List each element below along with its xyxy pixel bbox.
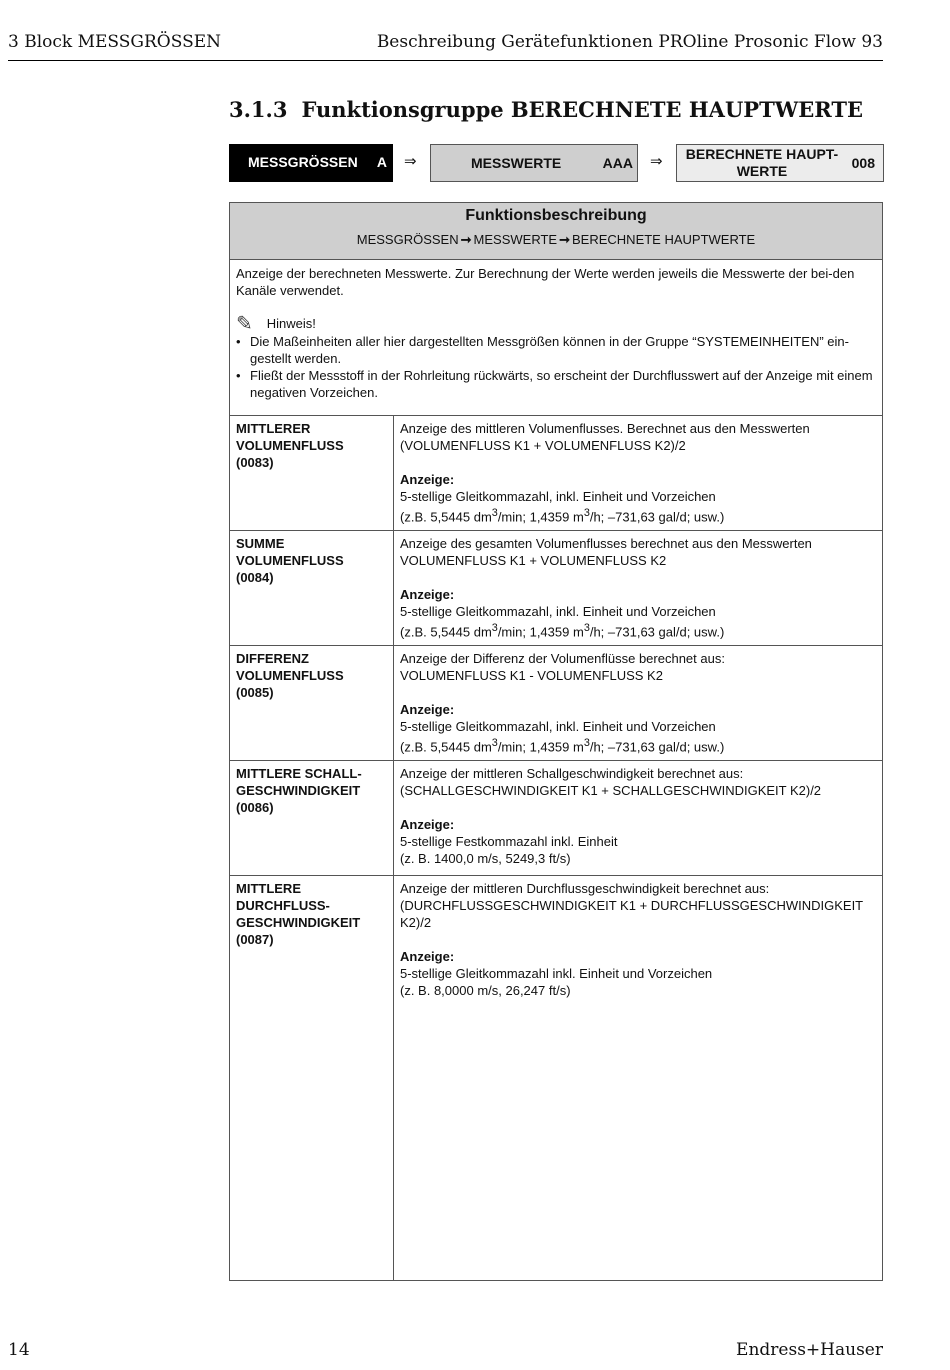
function-details	[394, 416, 882, 530]
function-formula: (SCHALLGESCHWINDIGKEIT K1 + SCHALLGESCHWINDIGKEIT K2)/2	[400, 783, 822, 798]
function-details	[394, 531, 882, 645]
table-row	[230, 416, 882, 531]
function-name: SUMME VOLUMENFLUSS (0084)	[230, 531, 394, 645]
display-example: (z.B. 5,5445 $dm^3/\min$; 1,4359 $m^3/h$; –731,63 gal/d; usw.)	[400, 507, 725, 525]
header-rule	[8, 60, 883, 61]
display-format: 5-stellige Gleitkommazahl, inkl. Einheit und Vorzeichen	[400, 719, 716, 734]
function-name: MITTLERER VOLUMENFLUSS (0083)	[230, 416, 394, 530]
note-heading	[236, 315, 874, 333]
function-formula: VOLUMENFLUSS K1 + VOLUMENFLUSS K2	[400, 553, 667, 568]
display-format: 5-stellige Festkommazahl inkl. Einheit	[400, 834, 618, 849]
menu-path	[230, 232, 882, 248]
table-header	[230, 203, 882, 260]
function-description: Anzeige der mittleren Durchflussgeschwindigkeit berechnet aus:	[400, 881, 770, 896]
nav-box-messwerte	[430, 144, 638, 182]
display-label: Anzeige:	[400, 472, 455, 487]
path-arrow-icon: ➞	[559, 232, 570, 247]
intro-text: Anzeige der berechneten Messwerte. Zur Berechnung der Werte werden jeweils die Messwerte der bei-den Kanäle verwendet.	[236, 266, 855, 298]
table-row	[230, 646, 882, 761]
function-description: Anzeige des gesamten Volumenflusses berechnet aus den Messwerten	[400, 536, 812, 551]
function-formula: (DURCHFLUSSGESCHWINDIGKEIT K1 + DURCHFLUSSGESCHWINDIGKEIT K2)/2	[400, 898, 863, 930]
function-formula: (VOLUMENFLUSS K1 + VOLUMENFLUSS K2)/2	[400, 438, 686, 453]
display-format: 5-stellige Gleitkommazahl, inkl. Einheit und Vorzeichen	[400, 604, 716, 619]
path-item: MESSGRÖSSEN	[356, 232, 459, 247]
function-formula: VOLUMENFLUSS K1 - VOLUMENFLUSS K2	[400, 668, 663, 683]
function-details	[394, 646, 882, 760]
nav-box-code: AAA	[602, 155, 633, 171]
function-name: DIFFERENZ VOLUMENFLUSS (0085)	[230, 646, 394, 760]
pencil-icon: ✎	[236, 313, 253, 335]
function-name: MITTLERE DURCHFLUSS- GESCHWINDIGKEIT (0087)	[230, 876, 394, 1280]
display-format: 5-stellige Gleitkommazahl, inkl. Einheit und Vorzeichen	[400, 489, 716, 504]
nav-box-code: 008	[851, 155, 875, 171]
section-number: 3.1.3	[229, 97, 288, 122]
bullet-icon: •	[236, 334, 241, 349]
function-description-table	[229, 202, 883, 1281]
path-arrow-icon: ➞	[460, 232, 472, 247]
display-example: (z. B. 1400,0 m/s, 5249,3 ft/s)	[400, 851, 571, 866]
nav-box-berechnete-hauptwerte	[676, 144, 884, 182]
nav-box-code: A	[376, 154, 387, 170]
list-item-text: Die Maßeinheiten aller hier dargestellten Messgrößen können in der Gruppe “SYSTEMEINHEITEN” ein-gestellt werden.	[250, 334, 849, 366]
note-label: Hinweis!	[266, 316, 316, 331]
table-row	[230, 531, 882, 646]
nav-box-label: BERECHNETE HAUPT- WERTE	[685, 146, 839, 179]
function-description: Anzeige der Differenz der Volumenflüsse berechnet aus:	[400, 651, 725, 666]
function-description: Anzeige der mittleren Schallgeschwindigkeit berechnet aus:	[400, 766, 744, 781]
table-row	[230, 761, 882, 876]
page-number: 14	[8, 1340, 30, 1360]
table-title: Funktionsbeschreibung	[465, 207, 647, 224]
table-row	[230, 876, 882, 1280]
function-description: Anzeige des mittleren Volumenflusses. Berechnet aus den Messwerten	[400, 421, 810, 436]
display-label: Anzeige:	[400, 949, 455, 964]
nav-arrow-icon: ⇒	[650, 153, 663, 170]
section-heading: Funktionsgruppe BERECHNETE HAUPTWERTE	[301, 97, 864, 122]
nav-box-messgroessen	[229, 144, 393, 182]
display-label: Anzeige:	[400, 817, 455, 832]
list-item-text: Fließt der Messstoff in der Rohrleitung rückwärts, so erscheint der Durchflusswert auf der Anzeige mit einem negativen Vorzeichen.	[250, 368, 873, 400]
list-item	[236, 333, 874, 367]
nav-box-label: MESSGRÖSSEN	[248, 154, 358, 170]
list-item	[236, 367, 874, 401]
bullet-icon: •	[236, 368, 241, 383]
nav-box-label: MESSWERTE	[471, 155, 562, 171]
function-details	[394, 761, 882, 875]
function-details	[394, 876, 882, 1280]
display-example: (z. B. 8,0000 m/s, 26,247 ft/s)	[400, 983, 571, 998]
display-example: (z.B. 5,5445 $dm^3/\min$; 1,4359 $m^3/h$; –731,63 gal/d; usw.)	[400, 737, 725, 755]
display-example: (z.B. 5,5445 $dm^3/\min$; 1,4359 $m^3/h$; –731,63 gal/d; usw.)	[400, 622, 725, 640]
display-label: Anzeige:	[400, 587, 455, 602]
section-title	[229, 97, 863, 122]
running-header-right: Beschreibung Gerätefunktionen PROline Prosonic Flow 93	[376, 32, 883, 52]
path-item: BERECHNETE HAUPTWERTE	[572, 232, 756, 247]
group-description	[230, 260, 882, 416]
running-header-left: 3 Block MESSGRÖSSEN	[8, 32, 222, 52]
nav-arrow-icon: ⇒	[404, 153, 417, 170]
display-label: Anzeige:	[400, 702, 455, 717]
path-item: MESSWERTE	[473, 232, 558, 247]
display-format: 5-stellige Gleitkommazahl inkl. Einheit und Vorzeichen	[400, 966, 713, 981]
function-name: MITTLERE SCHALL- GESCHWINDIGKEIT (0086)	[230, 761, 394, 875]
brand-logo-text: Endress+Hauser	[736, 1340, 883, 1360]
